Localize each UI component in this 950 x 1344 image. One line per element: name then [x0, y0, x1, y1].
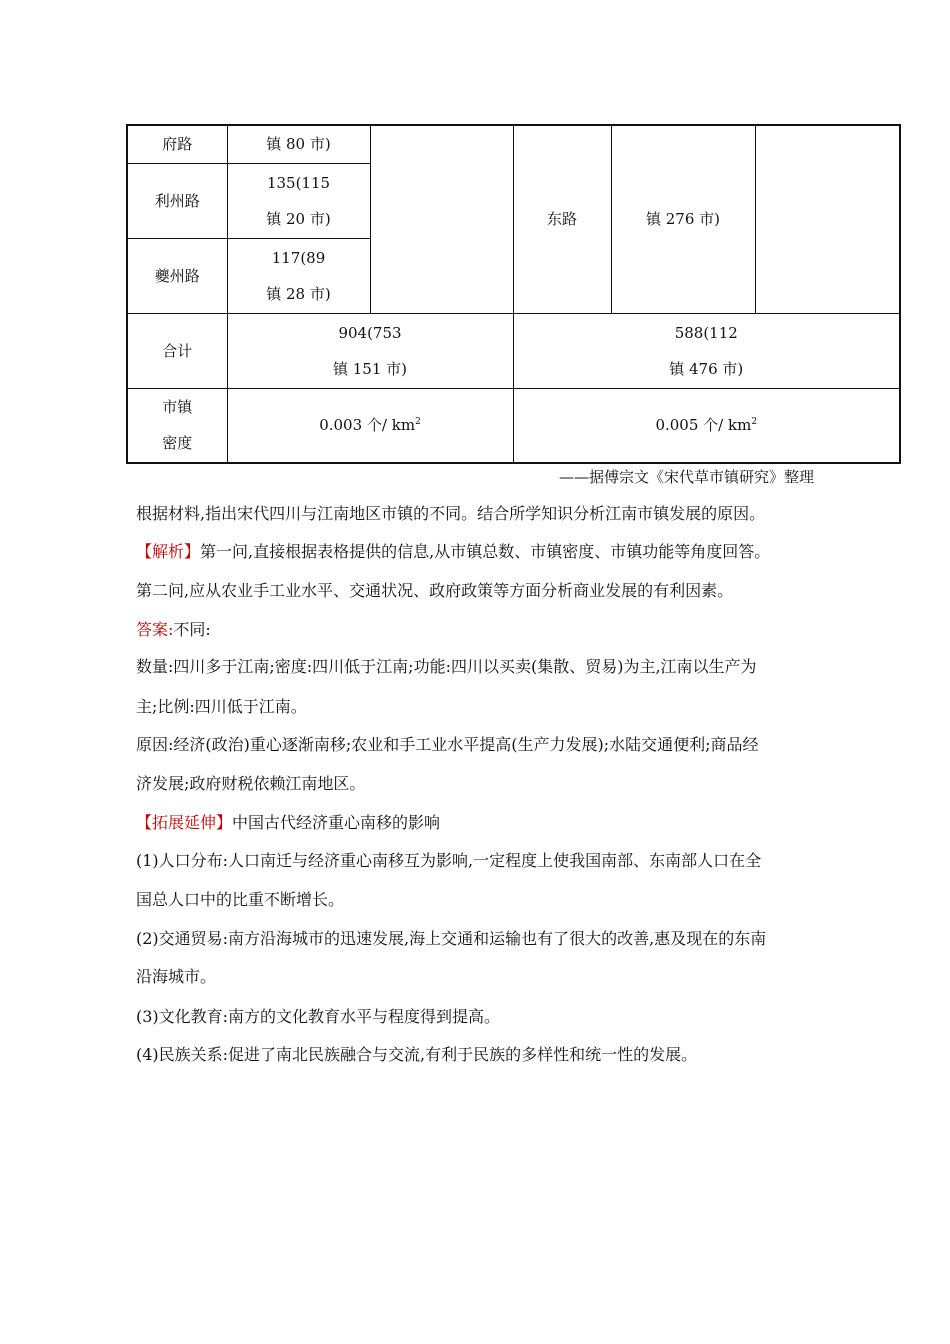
answer-intro: 不同: — [173, 620, 211, 639]
superscript: 2 — [751, 417, 758, 428]
answer-line-1: 数量:四川多于江南;密度:四川低于江南;功能:四川以买卖(集散、贸易)为主,江南以生产为 — [136, 657, 757, 676]
count-line-1: 135(115 — [266, 173, 331, 192]
count-line-2: 镇 28 市) — [266, 284, 331, 303]
analysis-line-1 — [136, 541, 826, 563]
right-count-cell: 镇 276 市) — [611, 125, 755, 313]
density-right-value: 0.005 个/ km — [655, 416, 752, 435]
answer-line-2: 主;比例:四川低于江南。 — [136, 697, 307, 716]
density-left-value: 0.003 个/ km — [319, 416, 416, 435]
extension-p1-line-2: 国总人口中的比重不断增长。 — [136, 890, 345, 909]
empty-cell — [755, 125, 900, 313]
question-text: 根据材料,指出宋代四川与江南地区市镇的不同。结合所学知识分析江南市镇发展的原因。 — [136, 504, 766, 523]
answer-line-4: 济发展;政府财税依赖江南地区。 — [136, 774, 366, 793]
extension-heading — [136, 812, 826, 834]
statistics-table — [126, 124, 901, 464]
answer-heading — [136, 619, 826, 641]
density-label-cell — [127, 388, 227, 463]
count-cell — [227, 238, 370, 313]
region-cell: 夔州路 — [127, 238, 227, 313]
total-left-line-2: 镇 151 市) — [332, 359, 408, 378]
total-right-line-1: 588(112 — [674, 323, 738, 342]
density-right-cell — [513, 388, 900, 463]
analysis-text: 第一问,直接根据表格提供的信息,从市镇总数、市镇密度、市镇功能等角度回答。 — [200, 542, 771, 561]
answer-tag: 答案: — [136, 620, 174, 639]
right-region-cell: 东路 — [513, 125, 611, 313]
extension-p3: (3)文化教育:南方的文化教育水平与程度得到提高。 — [136, 1007, 501, 1026]
total-label-cell: 合计 — [127, 313, 227, 388]
density-left-cell — [227, 388, 513, 463]
count-cell — [227, 163, 370, 238]
count-cell: 镇 80 市) — [227, 125, 370, 163]
analysis-tag: 【解析】 — [136, 542, 201, 561]
extension-p4: (4)民族关系:促进了南北民族融合与交流,有利于民族的多样性和统一性的发展。 — [136, 1045, 698, 1064]
superscript: 2 — [415, 417, 421, 428]
total-right-line-2: 镇 476 市) — [669, 359, 744, 378]
total-right-cell — [513, 313, 900, 388]
count-line-1: 117(89 — [271, 248, 326, 267]
total-left-cell — [227, 313, 513, 388]
density-label-line-2: 密度 — [162, 434, 193, 453]
count-line-2: 镇 20 市) — [266, 209, 331, 228]
extension-title: 中国古代经济重心南移的影响 — [232, 813, 441, 832]
extension-p1-line-1: (1)人口分布:人口南迁与经济重心南移互为影响,一定程度上使我国南部、东南部人口在全 — [136, 851, 762, 870]
extension-p2-line-1: (2)交通贸易:南方沿海城市的迅速发展,海上交通和运输也有了很大的改善,惠及现在的东南 — [136, 929, 767, 948]
empty-cell — [370, 125, 513, 313]
analysis-line-2: 第二问,应从农业手工业水平、交通状况、政府政策等方面分析商业发展的有利因素。 — [136, 581, 734, 600]
extension-tag: 【拓展延伸】 — [136, 813, 233, 832]
region-cell: 府路 — [127, 125, 227, 163]
region-cell: 利州路 — [127, 163, 227, 238]
total-left-line-1: 904(753 — [338, 323, 402, 342]
answer-line-3: 原因:经济(政治)重心逐渐南移;农业和手工业水平提高(生产力发展);水陆交通便利;商品经 — [136, 735, 759, 754]
extension-p2-line-2: 沿海城市。 — [136, 967, 217, 986]
density-label-line-1: 市镇 — [162, 398, 193, 417]
source-citation: ——据傅宗文《宋代草市镇研究》整理 — [558, 468, 814, 486]
